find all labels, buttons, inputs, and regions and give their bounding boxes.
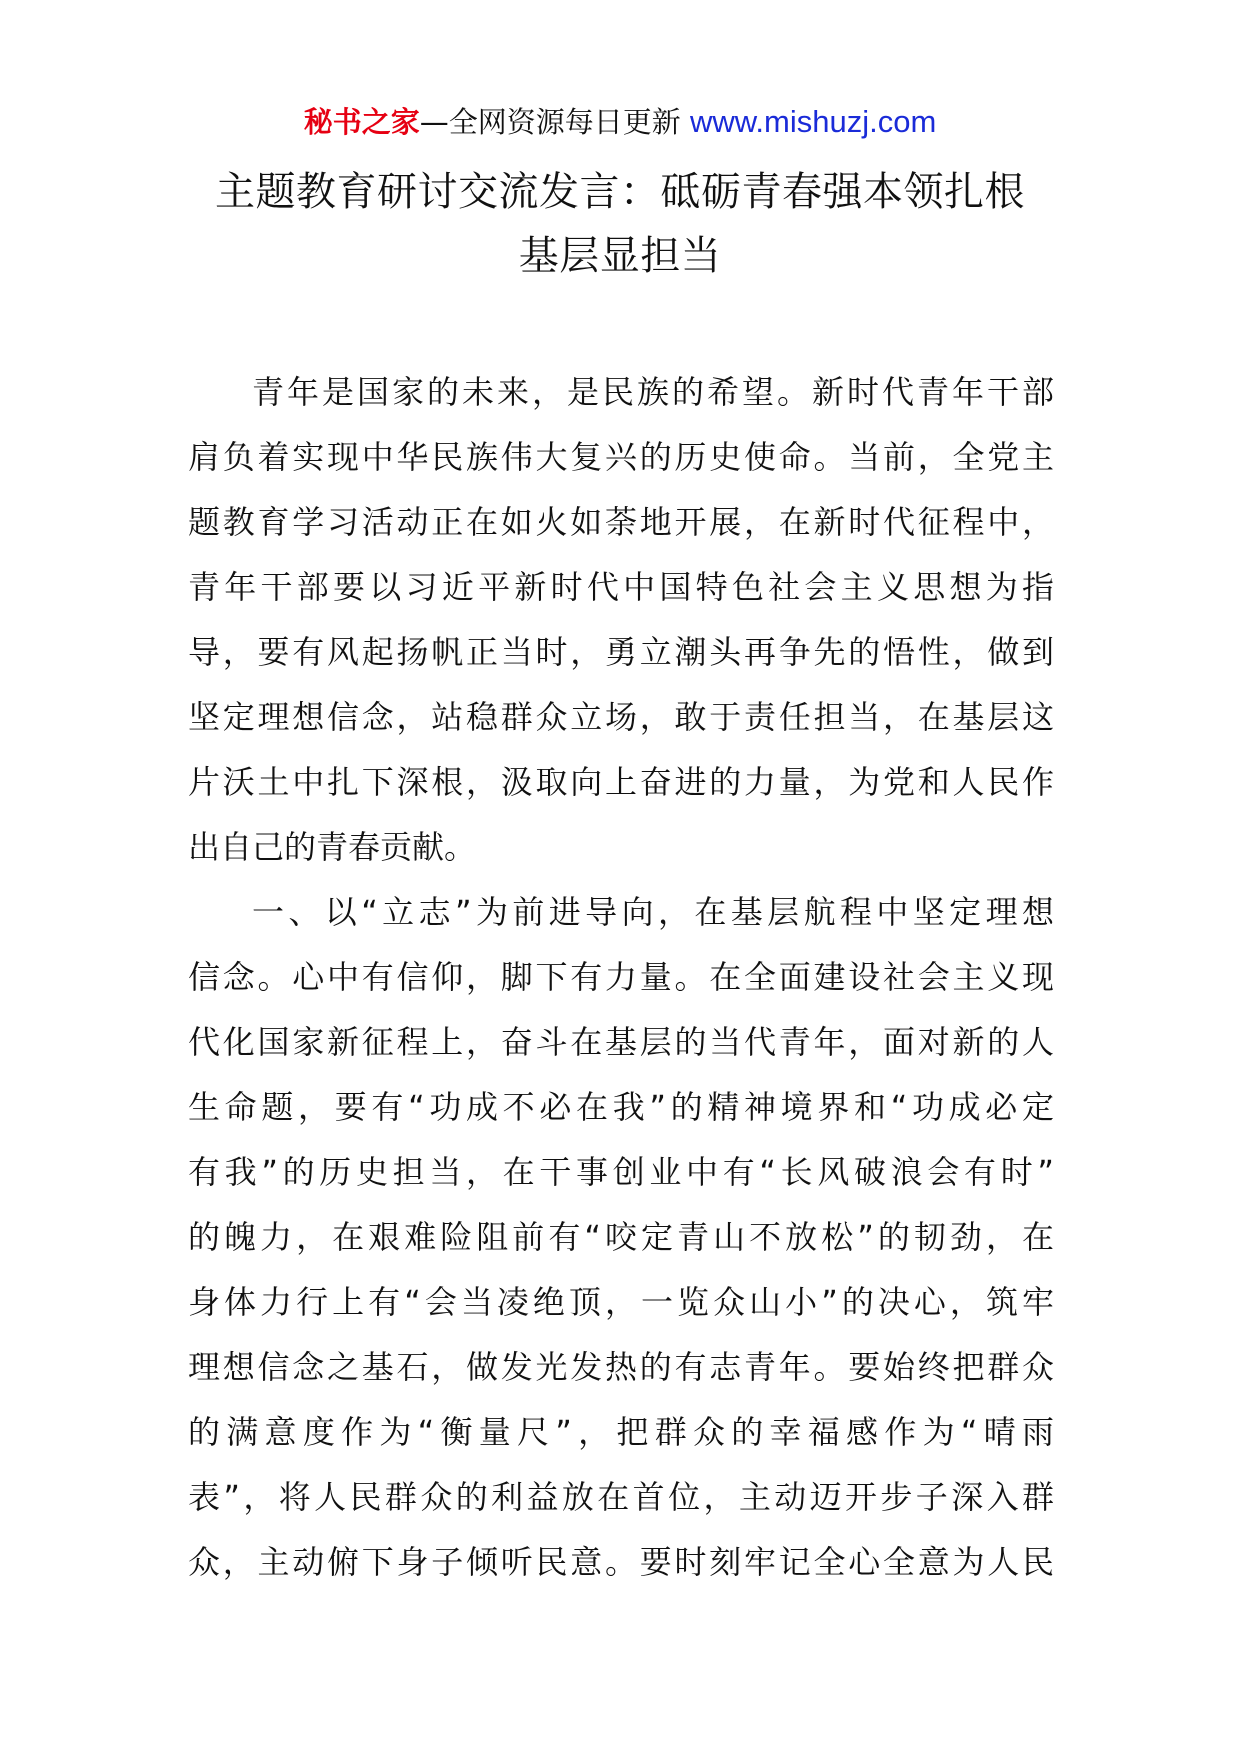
text-line: 信念。心中有信仰，脚下有力量。在全面建设社会主义现 <box>188 958 1054 996</box>
text-line: 理想信念之基石，做发光发热的有志青年。要始终把群众 <box>188 1348 1054 1386</box>
title-line-2: 基层显担当 <box>518 233 722 279</box>
text-line: 众，主动俯下身子倾听民意。要时刻牢记全心全意为人民 <box>188 1543 1054 1581</box>
text-line: 有我”的历史担当，在干事创业中有“长风破浪会有时” <box>188 1153 1054 1191</box>
text-line: 导，要有风起扬帆正当时，勇立潮头再争先的悟性，做到 <box>188 633 1054 671</box>
text-line: 坚定理想信念，站稳群众立场，敢于责任担当，在基层这 <box>188 698 1054 736</box>
text-line: 青年是国家的未来，是民族的希望。新时代青年干部 <box>252 373 1054 411</box>
paragraph-section-one <box>188 880 1054 1595</box>
text-line: 的魄力，在艰难险阻前有“咬定青山不放松”的韧劲，在 <box>188 1218 1054 1256</box>
document-body <box>188 360 1054 1595</box>
paragraph-intro <box>188 360 1054 880</box>
text-line: 题教育学习活动正在如火如荼地开展，在新时代征程中， <box>188 503 1054 541</box>
site-brand: 秘书之家 <box>303 105 420 139</box>
site-header <box>0 100 1240 144</box>
text-line: 代化国家新征程上，奋斗在基层的当代青年，面对新的人 <box>188 1023 1054 1061</box>
site-url-link[interactable]: www.mishuzj.com <box>689 104 937 139</box>
text-line: 表”，将人民群众的利益放在首位，主动迈开步子深入群 <box>188 1478 1054 1516</box>
text-line: 生命题，要有“功成不必在我”的精神境界和“功成必定 <box>188 1088 1054 1126</box>
text-line: 的满意度作为“衡量尺”，把群众的幸福感作为“晴雨 <box>188 1413 1054 1451</box>
text-line: 片沃土中扎下深根，汲取向上奋进的力量，为党和人民作 <box>188 763 1054 801</box>
site-slogan: —全网资源每日更新 <box>419 105 681 139</box>
document-title <box>170 160 1070 288</box>
text-line: 肩负着实现中华民族伟大复兴的历史使命。当前，全党主 <box>188 438 1054 476</box>
text-line: 一、以“立志”为前进导向，在基层航程中坚定理想 <box>252 893 1054 931</box>
text-line: 青年干部要以习近平新时代中国特色社会主义思想为指 <box>188 568 1054 606</box>
text-line: 出自己的青春贡献。 <box>188 828 477 866</box>
title-line-1: 主题教育研讨交流发言：砥砺青春强本领扎根 <box>215 169 1025 215</box>
text-line: 身体力行上有“会当凌绝顶，一览众山小”的决心，筑牢 <box>188 1283 1054 1321</box>
